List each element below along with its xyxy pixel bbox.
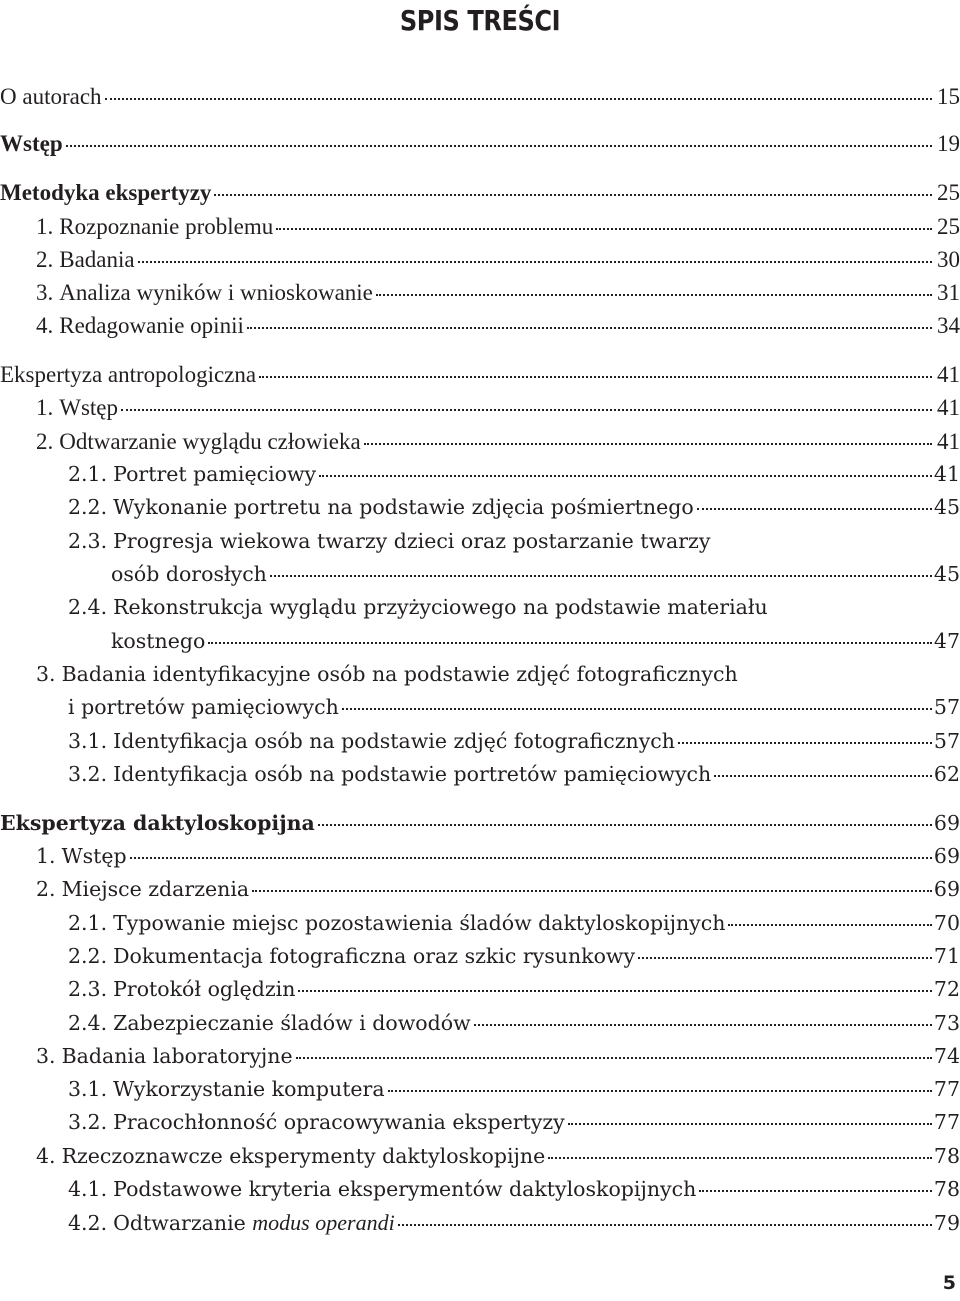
page-title: SPIS TREŚCI <box>399 4 561 37</box>
toc-entry-number: 3. <box>36 662 56 686</box>
toc-entry <box>0 247 960 281</box>
toc-entry-title <box>0 1011 471 1035</box>
toc-entry <box>0 131 960 165</box>
toc-entry-number: 1. <box>36 395 54 420</box>
toc-entry-title <box>0 595 768 619</box>
toc-entry-title <box>0 1144 545 1168</box>
toc-entry-title <box>0 562 267 586</box>
dot-leader <box>247 326 932 329</box>
toc-entry-text: Metodyka ekspertyzy <box>0 180 212 205</box>
toc-entry-title <box>0 214 273 240</box>
toc-entry-page: 72 <box>933 977 960 1001</box>
dot-leader <box>388 1089 932 1092</box>
toc-entry <box>0 1011 960 1045</box>
toc-entry-text: Identyfikacja osób na podstawie zdjęć fotograficznych <box>113 729 675 753</box>
toc-entry-number: 4. <box>36 313 54 338</box>
toc-entry <box>0 944 960 978</box>
toc-entry-page: 69 <box>933 811 960 835</box>
toc-entry-title <box>0 844 127 868</box>
toc-entry-title <box>0 180 211 206</box>
toc-entry-page: 71 <box>933 944 960 968</box>
toc-entry-title <box>0 662 738 686</box>
dot-leader <box>318 823 932 826</box>
toc-entry-title <box>0 1110 565 1134</box>
toc-entry <box>0 844 960 878</box>
toc-entry-title <box>0 944 635 968</box>
dot-leader <box>697 507 932 510</box>
toc-entry-title <box>0 629 205 653</box>
toc-entry-text: Pracochłonność opracowywania ekspertyzy <box>113 1110 565 1134</box>
page-number: 5 <box>942 1272 956 1294</box>
toc-entry-text: Identyfikacja osób na podstawie portretów pamięciowych <box>113 762 712 786</box>
toc-entry-number: 2. <box>36 877 56 901</box>
toc-entry-text: O autorach <box>0 84 102 109</box>
toc-entry <box>0 662 960 696</box>
dot-leader <box>342 707 932 710</box>
toc-entry-title <box>0 495 694 519</box>
toc-entry-page: 30 <box>937 247 960 272</box>
toc-entry-page: 62 <box>933 762 960 786</box>
toc-entry-text: Dokumentacja fotograficzna oraz szkic rysunkowy <box>113 944 636 968</box>
toc-entry-text: Odtwarzanie modus operandi <box>113 1210 395 1235</box>
dot-leader <box>728 923 931 926</box>
toc-entry-text: Rozpoznanie problemu <box>59 214 274 239</box>
toc-entry <box>0 629 960 663</box>
toc-entry-title <box>0 280 373 306</box>
dot-leader <box>568 1122 932 1125</box>
dot-leader <box>296 1056 932 1059</box>
toc-entry-number: 1. <box>36 844 56 868</box>
toc-entry-text: Progresja wiekowa twarzy dzieci oraz postarzanie twarzy <box>113 529 711 553</box>
toc-entry-page: 31 <box>937 280 960 305</box>
toc-entry <box>0 695 960 729</box>
toc-entry-page: 19 <box>937 131 960 156</box>
toc-entry-page: 25 <box>937 180 960 205</box>
toc-entry-title <box>0 729 675 753</box>
toc-entry-text: Ekspertyza daktyloskopijna <box>0 811 315 835</box>
toc-entry <box>0 911 960 945</box>
dot-leader <box>214 193 932 196</box>
toc-entry-page: 78 <box>933 1177 960 1201</box>
toc-entry <box>0 562 960 596</box>
toc-entry-number: 2.1. <box>68 462 108 486</box>
toc-entry-page: 73 <box>933 1011 960 1035</box>
toc-entry-number: 2.3. <box>68 529 108 553</box>
toc-entry-text: Podstawowe kryteria eksperymentów daktyloskopijnych <box>113 1177 697 1201</box>
toc-entry-title <box>0 362 256 388</box>
toc-entry-number: 2.4. <box>68 595 108 619</box>
toc-entry-page: 74 <box>933 1044 960 1068</box>
toc-entry-page: 77 <box>933 1077 960 1101</box>
toc-entry-page: 57 <box>933 729 960 753</box>
dot-leader <box>270 574 932 577</box>
toc-entry-title <box>0 247 135 273</box>
toc-entry-page: 15 <box>937 84 960 109</box>
toc-entry-title <box>0 131 63 157</box>
toc-entry-text: Badania <box>59 247 135 272</box>
toc-entry-number: 3.1. <box>68 729 108 753</box>
toc-entry <box>0 729 960 763</box>
dot-leader <box>376 293 932 296</box>
toc-entry-text: Typowanie miejsc pozostawienia śladów daktyloskopijnych <box>113 911 726 935</box>
toc-entry <box>0 84 960 118</box>
toc-entry-title <box>0 84 102 110</box>
toc-entry <box>0 1077 960 1111</box>
toc-entry <box>0 1044 960 1078</box>
toc-entry-text: Ekspertyza antropologiczna <box>0 362 257 387</box>
toc-entry-number: 2.2. <box>68 495 108 519</box>
dot-leader <box>105 97 932 100</box>
toc-entry-text: Odtwarzanie wyglądu człowieka <box>59 429 361 454</box>
toc-entry-title <box>0 395 118 421</box>
toc-entry-title <box>0 529 710 553</box>
dot-leader <box>298 989 932 992</box>
toc-entry-number: 2.4. <box>68 1011 108 1035</box>
toc-entry-page: 41 <box>933 462 960 486</box>
toc-entry-text: Protokół oględzin <box>113 977 296 1001</box>
dot-leader <box>276 227 932 230</box>
toc-entry <box>0 1210 960 1244</box>
toc-entry <box>0 214 960 248</box>
toc-entry-text: Wstęp <box>0 131 63 156</box>
toc-entry-number: 3.2. <box>68 1110 108 1134</box>
toc-entry-number: 4.2. <box>68 1211 108 1235</box>
toc-entry-number: 3. <box>36 280 54 305</box>
toc-entry-number: 3.1. <box>68 1077 108 1101</box>
toc-entry-page: 69 <box>933 844 960 868</box>
toc-entry-page: 25 <box>937 214 960 239</box>
toc-entry <box>0 280 960 314</box>
dot-leader <box>208 641 932 644</box>
toc-entry-page: 47 <box>933 629 960 653</box>
toc-entry-text: Analiza wyników i wnioskowanie <box>59 280 373 305</box>
toc-entry-page: 41 <box>937 362 960 387</box>
toc-entry-title <box>0 695 339 719</box>
toc-entry <box>0 1177 960 1211</box>
toc-entry-number: 4.1. <box>68 1177 108 1201</box>
toc-entry <box>0 877 960 911</box>
toc-entry <box>0 1110 960 1144</box>
toc-entry-page: 78 <box>933 1144 960 1168</box>
dot-leader <box>66 144 932 147</box>
toc-entry-number: 2.1. <box>68 911 108 935</box>
toc-entry-text: Miejsce zdarzenia <box>61 877 250 901</box>
toc-entry-text: osób dorosłych <box>111 562 267 586</box>
toc-entry-page: 70 <box>933 911 960 935</box>
toc-entry-title <box>0 313 244 339</box>
toc-entry <box>0 762 960 796</box>
dot-leader <box>364 442 932 445</box>
toc-entry-title <box>0 977 295 1001</box>
toc-entry-text: i portretów pamięciowych <box>68 695 339 719</box>
toc-entry-text: Wstęp <box>61 844 127 868</box>
dot-leader <box>474 1023 932 1026</box>
dot-leader <box>714 774 932 777</box>
dot-leader <box>138 260 932 263</box>
toc-entry <box>0 462 960 496</box>
toc-entry-page: 69 <box>933 877 960 901</box>
dot-leader <box>638 956 932 959</box>
toc-entry-title <box>0 1044 293 1068</box>
toc-entry-title <box>0 462 316 486</box>
toc-entry-page: 77 <box>933 1110 960 1134</box>
toc-entry <box>0 977 960 1011</box>
toc-entry <box>0 180 960 214</box>
toc-entry-text: Rekonstrukcja wyglądu przyżyciowego na podstawie materiału <box>113 595 768 619</box>
dot-leader <box>121 408 932 411</box>
toc-entry-title <box>0 762 711 786</box>
toc-entry-title <box>0 1077 385 1101</box>
toc-entry-number: 4. <box>36 1144 56 1168</box>
toc-entry-text: Badania laboratoryjne <box>61 1044 293 1068</box>
toc-entry-number: 2.2. <box>68 944 108 968</box>
toc-entry-page: 45 <box>933 562 960 586</box>
dot-leader <box>678 741 932 744</box>
dot-leader <box>319 474 932 477</box>
toc-entry-title <box>0 911 725 935</box>
toc-entry-title <box>0 1210 395 1236</box>
toc-entry-text: Wstęp <box>59 395 119 420</box>
toc-entry-number: 3. <box>36 1044 56 1068</box>
toc-entry <box>0 529 960 563</box>
toc-entry <box>0 313 960 347</box>
toc-entry-title <box>0 429 361 455</box>
dot-leader <box>259 375 932 378</box>
toc-entry <box>0 595 960 629</box>
toc-entry-number: 2. <box>36 247 54 272</box>
toc-entry-number: 2. <box>36 429 54 454</box>
toc-entry-text: Zabezpieczanie śladów i dowodów <box>113 1011 471 1035</box>
dot-leader <box>398 1223 932 1226</box>
toc-entry-page: 41 <box>937 395 960 420</box>
toc-entry-text: Badania identyfikacyjne osób na podstawie zdjęć fotograficznych <box>61 662 738 686</box>
toc-entry <box>0 362 960 396</box>
toc-entry-text: Rzeczoznawcze eksperymenty daktyloskopijne <box>61 1144 546 1168</box>
toc-entry <box>0 395 960 429</box>
toc-entry-text: Wykonanie portretu na podstawie zdjęcia pośmiertnego <box>113 495 694 519</box>
toc-entry-text: Portret pamięciowy <box>113 462 317 486</box>
toc-entry-page: 34 <box>937 313 960 338</box>
toc-entry-text: kostnego <box>111 629 206 653</box>
dot-leader <box>699 1189 932 1192</box>
toc-entry-page: 45 <box>933 495 960 519</box>
toc-entry-text: Redagowanie opinii <box>59 313 244 338</box>
dot-leader <box>548 1156 932 1159</box>
toc-entry-number: 3.2. <box>68 762 108 786</box>
dot-leader <box>130 856 932 859</box>
toc-entry-page: 79 <box>933 1211 960 1235</box>
dot-leader <box>252 889 932 892</box>
toc-entry <box>0 1144 960 1178</box>
toc-entry-title <box>0 877 249 901</box>
toc-entry <box>0 811 960 845</box>
toc-entry-title <box>0 1177 696 1201</box>
toc-entry-number: 1. <box>36 214 54 239</box>
toc-entry <box>0 429 960 463</box>
toc-entry <box>0 495 960 529</box>
toc-entry-number: 2.3. <box>68 977 108 1001</box>
toc-entry-text: Wykorzystanie komputera <box>113 1077 385 1101</box>
toc-entry-page: 57 <box>933 695 960 719</box>
toc-entry-title <box>0 811 315 835</box>
toc-entry-page: 41 <box>937 429 960 454</box>
